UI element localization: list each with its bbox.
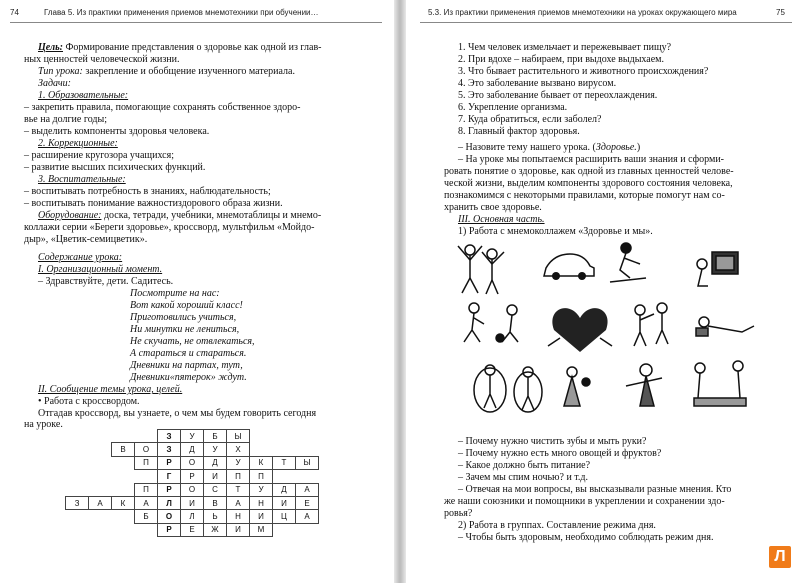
crossword-cell (112, 483, 135, 496)
crossword-cell: З (158, 430, 181, 443)
book-gutter (394, 0, 406, 583)
crossword-cell: Ы (296, 456, 319, 469)
goal-line-1 (38, 42, 322, 54)
right-header-rule (420, 22, 792, 23)
crossword-cell: Н (250, 496, 273, 509)
crossword-cell: О (181, 456, 204, 469)
goal-line-2: ных ценностей человеческой жизни. (24, 54, 180, 65)
equip-label: Оборудование: (38, 210, 102, 221)
crossword-cell: Д (273, 483, 296, 496)
reading-kid-figure (696, 317, 754, 336)
equip-line-3: дыр», «Цветик-семицветик». (24, 234, 148, 245)
crossword-row (66, 483, 319, 496)
main-label: III. Основная часть. (458, 214, 545, 225)
name-topic (458, 142, 640, 154)
crossword-cell: И (181, 496, 204, 509)
edu-label: 1. Образовательные: (38, 90, 129, 101)
crossword-row (66, 456, 319, 469)
crossword-cell (250, 443, 273, 456)
crossword-row (66, 443, 319, 456)
crossword-cell (296, 443, 319, 456)
crossword-cell (66, 523, 89, 536)
crossword-cell (135, 470, 158, 483)
crossword-cell (273, 470, 296, 483)
crossword-cell: Л (181, 510, 204, 523)
crossword-cell (89, 443, 112, 456)
question-2: 2. При вдохе – набираем, при выдохе выдыхаем. (458, 54, 665, 65)
car-figure (544, 254, 594, 280)
equip-line-1 (38, 210, 321, 222)
crossword-cell: Б (204, 430, 227, 443)
content-label: Содержание урока: (38, 252, 123, 263)
crossword-cell (112, 470, 135, 483)
poem-line-3: Приготовились учиться, (130, 312, 237, 323)
crossword-row (66, 496, 319, 509)
crossword-cell: Х (227, 443, 250, 456)
crossword-cell: Р (158, 523, 181, 536)
poem-line-4: Ни минутки не лениться, (130, 324, 240, 335)
equip-text-1: доска, тетради, учебники, мнемотаблицы и мнемо- (101, 210, 322, 221)
crossword-row (66, 430, 319, 443)
crossword-cell: Б (135, 510, 158, 523)
crossword-row (66, 470, 319, 483)
crossword-cell: З (158, 443, 181, 456)
crossword-cell: У (181, 430, 204, 443)
tv-watcher-figure (697, 252, 738, 286)
crossword-cell: И (273, 496, 296, 509)
crossword-grid (65, 429, 319, 537)
crossword-cell: Л (158, 496, 181, 509)
crossword-cell: В (204, 496, 227, 509)
crossword-cell: Д (181, 443, 204, 456)
crossword-cell: Т (273, 456, 296, 469)
crossword-cell (66, 510, 89, 523)
section2-label: II. Сообщение темы урока, целей. (38, 384, 183, 395)
crossword-cell: Ы (227, 430, 250, 443)
crossword-cell: И (227, 523, 250, 536)
crossword-cell: Р (158, 456, 181, 469)
q-veg: – Почему нужно есть много овощей и фруктов? (458, 448, 662, 459)
crossword-cell: И (204, 470, 227, 483)
crossword-cell (66, 470, 89, 483)
crossword-cell: А (89, 496, 112, 509)
question-3: 3. Что бывает растительного и животного происхождения? (458, 66, 709, 77)
crossword-cell: У (227, 456, 250, 469)
crossword-cell: О (181, 483, 204, 496)
name-topic-end: ) (636, 142, 641, 153)
crossword-cell (112, 430, 135, 443)
q-food: – Какое должно быть питание? (458, 460, 591, 471)
crossword-cell: Ь (204, 510, 227, 523)
crossword-cell: С (204, 483, 227, 496)
crossword-cell: П (135, 456, 158, 469)
poem-line-2: Вот какой хороший класс! (130, 300, 243, 311)
answers-line-1: – Отвечая на мои вопросы, вы высказывали разные мнения. Кто (458, 484, 732, 495)
lesson-line-4: познакомимся с некоторыми правилами, которые помогут нам со- (444, 190, 725, 201)
poem-line-1: Посмотрите на нас: (130, 288, 220, 299)
crossword-cell (66, 483, 89, 496)
crossword-cell: Н (227, 510, 250, 523)
left-page-number: 74 (10, 8, 19, 17)
girl-with-fruit-figure (564, 367, 590, 406)
name-topic-answer: Здоровье. (595, 142, 637, 153)
crossword-cell: Ж (204, 523, 227, 536)
q-teeth: – Почему нужно чистить зубы и мыть руки? (458, 436, 647, 447)
crossword-cell (89, 430, 112, 443)
crossword-cell (89, 523, 112, 536)
heart-figure (548, 308, 612, 352)
upbr-item-1: – воспитывать потребность в знаниях, наблюдательность; (24, 186, 271, 197)
guess-line-1: Отгадав кроссворд, вы узнаете, о чем мы будем говорить сегодня (38, 408, 317, 419)
org-label: I. Организационный момент. (38, 264, 163, 275)
crossword-cell (112, 523, 135, 536)
crossword-cell: Р (181, 470, 204, 483)
crossword-cell (296, 470, 319, 483)
jump-rope-figure (474, 365, 542, 412)
crossword-cell (135, 523, 158, 536)
upbr-item-2: – воспитывать понимание важностиздорового образа жизни. (24, 198, 283, 209)
greeting: – Здравствуйте, дети. Садитесь. (38, 276, 174, 287)
left-header-rule (10, 22, 382, 23)
corr-item-1: – расширение кругозора учащихся; (24, 150, 174, 161)
crossword-cell (112, 456, 135, 469)
crossword-cell (66, 456, 89, 469)
crossword-cell: О (135, 443, 158, 456)
poem-line-8: Дневники«пятерок» ждут. (130, 372, 247, 383)
football-kids-figure (464, 303, 518, 342)
question-8: 8. Главный фактор здоровья. (458, 126, 580, 137)
crossword-cell: Е (296, 496, 319, 509)
crossword-cell (273, 443, 296, 456)
poem-line-7: Дневники на партах, тут, (130, 360, 243, 371)
crossword-cell (135, 430, 158, 443)
type-label: Тип урока: (38, 66, 83, 77)
poem-line-6: А стараться и стараться. (130, 348, 247, 359)
crossword-cell: О (158, 510, 181, 523)
crossword-cell: П (227, 470, 250, 483)
q-sleep: – Зачем мы спим ночью? и т.д. (458, 472, 589, 483)
crossword-row (66, 523, 319, 536)
question-5: 5. Это заболевание бывает от переохлаждения. (458, 90, 658, 101)
collage-task: 1) Работа с мнемоколлажем «Здоровье и мы». (458, 226, 653, 237)
crossword-cell: В (112, 443, 135, 456)
health-collage (450, 238, 774, 424)
crossword-cell: Т (227, 483, 250, 496)
poem-line-5: Не скучать, не отвлекаться, (130, 336, 255, 347)
crossword-cell: З (66, 496, 89, 509)
crossword-row (66, 510, 319, 523)
crossword-cell: Р (158, 483, 181, 496)
crossword-cell: Е (181, 523, 204, 536)
groups-task: 2) Работа в группах. Составление режима дня. (458, 520, 656, 531)
crossword-cell: А (296, 483, 319, 496)
crossword-cell: Ц (273, 510, 296, 523)
question-7: 7. Куда обратиться, если заболел? (458, 114, 602, 125)
type-text: закрепление и обобщение изученного материала. (82, 66, 295, 77)
equip-line-2: коллажи серии «Береги здоровье», кроссворд, мультфильм «Мойдо- (24, 222, 315, 233)
question-4: 4. Это заболевание вызвано вирусом. (458, 78, 617, 89)
crossword-cell: М (250, 523, 273, 536)
crossword-cell: А (135, 496, 158, 509)
crossword-cell (273, 523, 296, 536)
crossword-cell (89, 456, 112, 469)
goal-text-1: Формирование представления о здоровье как одной из глав- (63, 42, 322, 53)
right-page-header: 5.3. Из практики применения приемов мнемотехники на уроках окружающего мира (428, 8, 737, 17)
lesson-line-1: – На уроке мы попытаемся расширить ваши знания и сформи- (458, 154, 724, 165)
answers-line-2: же наши союзники и помощники в укреплении и сохранении здо- (444, 496, 725, 507)
crossword-cell: Д (204, 456, 227, 469)
crossword-cell (89, 483, 112, 496)
goal-label: Цель: (38, 42, 63, 53)
exercising-kids-figure (458, 245, 504, 294)
skier-figure (610, 243, 646, 282)
tasks-label: Задачи: (38, 78, 71, 89)
corr-item-2: – развитие высших психических функций. (24, 162, 206, 173)
crossword-cell (89, 510, 112, 523)
crossword-cell: Г (158, 470, 181, 483)
publisher-logo: Л (769, 546, 791, 568)
crossword-cell: У (250, 483, 273, 496)
upbr-label: 3. Воспитательные: (38, 174, 126, 185)
name-topic-text: – Назовите тему нашего урока. ( (458, 142, 596, 153)
crossword-cell: П (250, 470, 273, 483)
crossword-cell (296, 430, 319, 443)
crossword-cell (250, 430, 273, 443)
crossword-cell: К (250, 456, 273, 469)
question-6: 6. Укрепление организма. (458, 102, 568, 113)
edu-item-1a: – закрепить правила, помогающие сохранять собственное здоро- (24, 102, 301, 113)
answers-line-3: ровья? (444, 508, 473, 519)
crossword-cell (89, 470, 112, 483)
left-page-header: Глава 5. Из практики применения приемов мнемотехники при обучении… (44, 8, 319, 17)
washing-kid-figure (626, 364, 662, 406)
crossword-cell: И (250, 510, 273, 523)
crossword-cell (112, 510, 135, 523)
crossword-cell: У (204, 443, 227, 456)
crossword-bullet: • Работа с кроссвордом. (38, 396, 140, 407)
edu-item-1b: вье на долгие годы; (24, 114, 107, 125)
crossword-cell (66, 443, 89, 456)
crossword-cell (296, 523, 319, 536)
type-line (38, 66, 295, 78)
corr-label: 2. Коррекционные: (38, 138, 118, 149)
lesson-line-5: хранить свое здоровье. (444, 202, 542, 213)
crossword-cell: А (296, 510, 319, 523)
edu-item-2: – выделить компоненты здоровья человека. (24, 126, 210, 137)
crossword-cell: К (112, 496, 135, 509)
lesson-line-3: ческой жизни, выделим компоненты здорового состояния человека, (444, 178, 733, 189)
crossword-cell (273, 430, 296, 443)
guess-line-2: на уроке. (24, 419, 63, 430)
question-1: 1. Чем человек измельчает и пережевывает пищу? (458, 42, 672, 53)
crossword-cell (66, 430, 89, 443)
family-meal-figure (694, 361, 746, 406)
crossword-cell: П (135, 483, 158, 496)
right-page-number: 75 (776, 8, 785, 17)
crossword-cell: А (227, 496, 250, 509)
dancers-figure (634, 303, 668, 346)
lesson-line-2: ровать понятие о здоровье, как одной из главных ценностей челове- (444, 166, 734, 177)
regime-line: – Чтобы быть здоровым, необходимо соблюдать режим дня. (458, 532, 714, 543)
